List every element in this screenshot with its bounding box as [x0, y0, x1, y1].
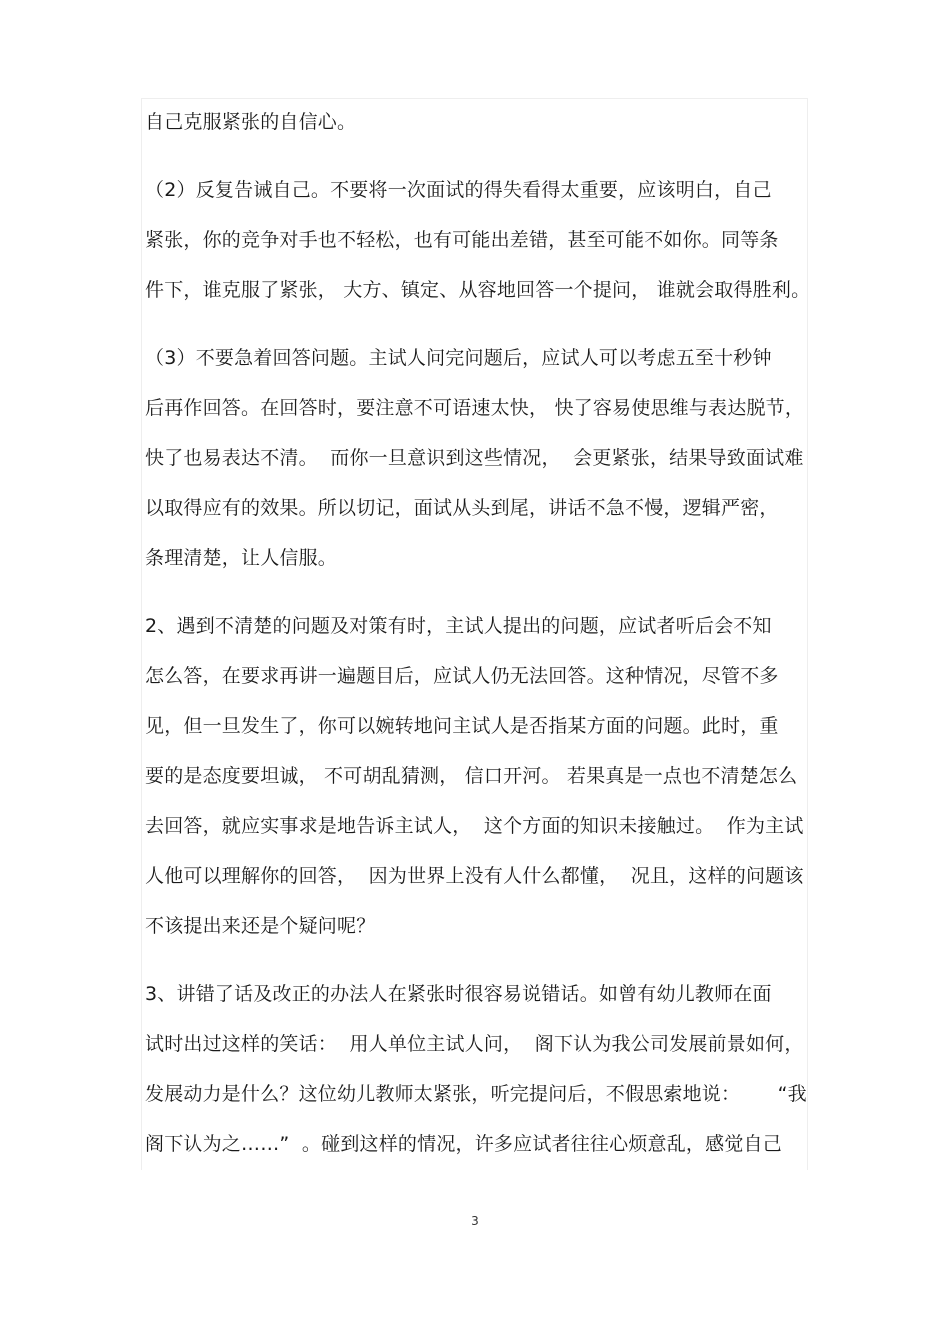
text-line: 后再作回答。在回答时，要注意不可语速太快， 快了容易使思维与表达脱节，: [145, 397, 805, 419]
text-line: （2）反复告诫自己。不要将一次面试的得失看得太重要，应该明白，自己: [145, 179, 772, 201]
text-line: 件下，谁克服了紧张， 大方、镇定、从容地回答一个提问， 谁就会取得胜利。: [145, 279, 811, 301]
text-line: 见，但一旦发生了，你可以婉转地问主试人是否指某方面的问题。此时，重: [145, 715, 779, 737]
text-line: 快了也易表达不清。 而你一旦意识到这些情况， 会更紧张，结果导致面试难: [145, 447, 804, 469]
text-line: 发展动力是什么？这位幼儿教师太紧张，听完提问后，不假思索地说： “我: [145, 1083, 807, 1105]
text-line: 2、遇到不清楚的问题及对策有时，主试人提出的问题，应试者听后会不知: [145, 615, 772, 637]
text-line: （3）不要急着回答问题。主试人问完问题后，应试人可以考虑五至十秒钟: [145, 347, 772, 369]
text-line: 3、讲错了话及改正的办法人在紧张时很容易说错话。如曾有幼儿教师在面: [145, 983, 772, 1005]
text-line: 自己克服紧张的自信心。: [145, 111, 357, 133]
text-line: 紧张，你的竞争对手也不轻松，也有可能出差错，甚至可能不如你。同等条: [145, 229, 779, 251]
text-line: 以取得应有的效果。所以切记，面试从头到尾，讲话不急不慢，逻辑严密，: [145, 497, 779, 519]
text-line: 不该提出来还是个疑问呢？: [145, 915, 376, 937]
text-line: 试时出过这样的笑话： 用人单位主试人问， 阁下认为我公司发展前景如何，: [145, 1033, 804, 1055]
text-line: 人他可以理解你的回答， 因为世界上没有人什么都懂， 况且，这样的问题该: [145, 865, 804, 887]
text-line: 去回答，就应实事求是地告诉主试人， 这个方面的知识未接触过。 作为主试: [145, 815, 804, 837]
text-line: 条理清楚，让人信服。: [145, 547, 338, 569]
page-number: 3: [471, 1214, 479, 1228]
text-line: 怎么答，在要求再讲一遍题目后，应试人仍无法回答。这种情况，尽管不多: [145, 665, 779, 687]
text-line: 要的是态度要坦诚， 不可胡乱猜测， 信口开河。 若果真是一点也不清楚怎么: [145, 765, 798, 787]
text-line: 阁下认为之……” 。碰到这样的情况，许多应试者往往心烦意乱，感觉自己: [145, 1133, 782, 1155]
